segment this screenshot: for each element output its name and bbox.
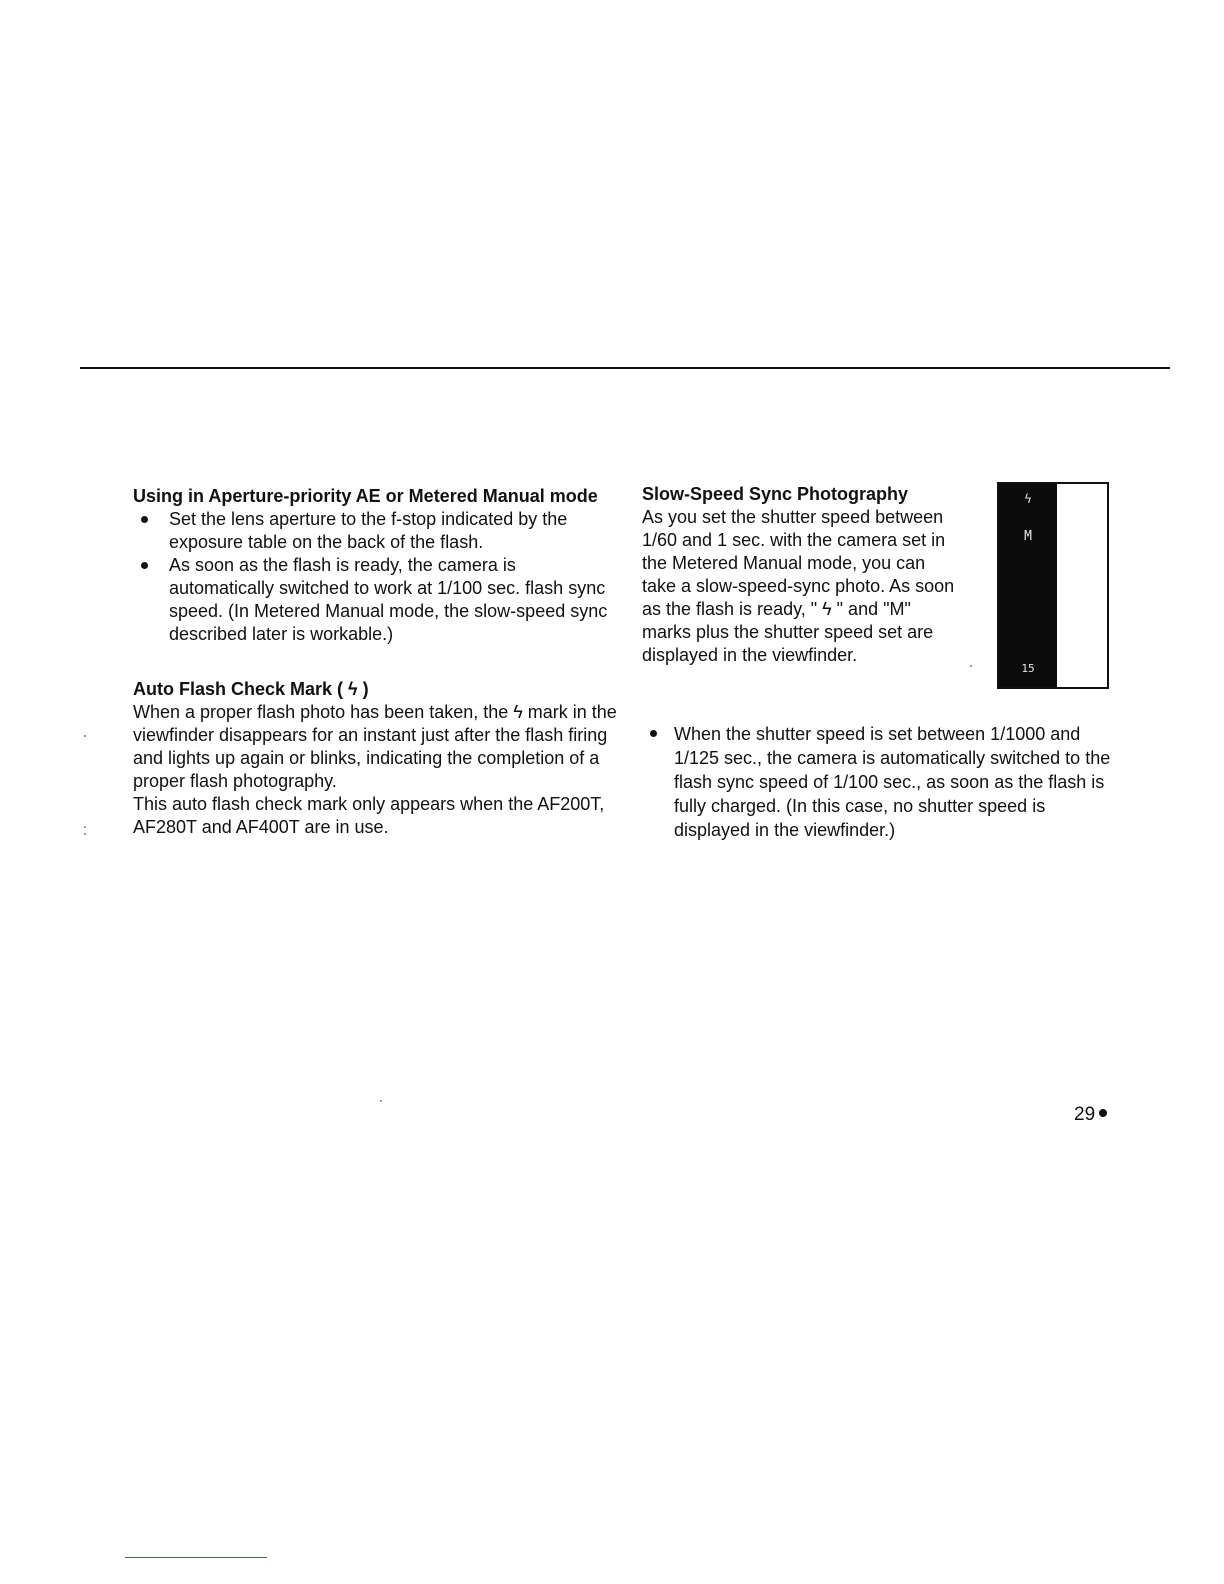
bullet-item: When the shutter speed is set between 1/1000 and 1/125 sec., the camera is automatically switched to the flash sync speed of 1/100 sec., as soon as the flash is fully charged. (In this case, no shutter speed is displayed in the viewfinder.) <box>642 722 1112 842</box>
sync-speed-bullets-block <box>642 722 1112 842</box>
page-number <box>1074 1104 1107 1126</box>
viewfinder-info-strip <box>999 484 1057 687</box>
aperture-priority-bullets <box>133 508 623 646</box>
section-gap <box>133 646 623 678</box>
shutter-speed-readout: 15 <box>1021 662 1035 675</box>
flash-mark-icon: ϟ <box>1024 492 1032 506</box>
scan-speck <box>380 1100 382 1102</box>
top-rule <box>80 367 1170 369</box>
page-dot-icon <box>1099 1109 1107 1117</box>
auto-flash-check-paragraph: When a proper flash photo has been taken, the ϟ mark in the viewfinder disappears for an instant just after the flash firing and lights up again or blinks, indicating the completion of a proper flash photography. <box>133 702 617 791</box>
sync-speed-bullets <box>642 722 1112 842</box>
bullet-item: As soon as the flash is ready, the camera is automatically switched to work at 1/100 sec. flash sync speed. (In Metered Manual mode, the slow-speed sync described later is workable.) <box>133 554 623 646</box>
slow-speed-sync-paragraph: As you set the shutter speed between 1/60 and 1 sec. with the camera set in the Metered Manual mode, you can take a slow-speed-sync photo. As soon as the flash is ready, " ϟ " and "M" marks plus the shutter speed set are displayed in the viewfinder. <box>642 507 955 665</box>
manual-mode-indicator: M <box>1024 529 1032 544</box>
scan-speck <box>84 826 86 828</box>
auto-flash-check-heading: Auto Flash Check Mark ( ϟ ) <box>133 679 369 699</box>
aperture-priority-heading: Using in Aperture-priority AE or Metered Manual mode <box>133 486 598 506</box>
slow-speed-sync-block <box>642 483 960 667</box>
bottom-rule <box>125 1557 267 1558</box>
left-column <box>133 485 623 839</box>
scan-speck <box>970 665 972 667</box>
bullet-item: Set the lens aperture to the f-stop indicated by the exposure table on the back of the flash. <box>133 508 623 554</box>
slow-speed-sync-heading: Slow-Speed Sync Photography <box>642 484 909 504</box>
page-number-text: 29 <box>1074 1104 1096 1125</box>
scan-speck <box>84 735 86 737</box>
viewfinder-display-illustration <box>997 482 1109 689</box>
auto-flash-check-note: This auto flash check mark only appears when the AF200T, AF280T and AF400T are in use. <box>133 794 605 837</box>
scan-speck <box>84 833 86 835</box>
